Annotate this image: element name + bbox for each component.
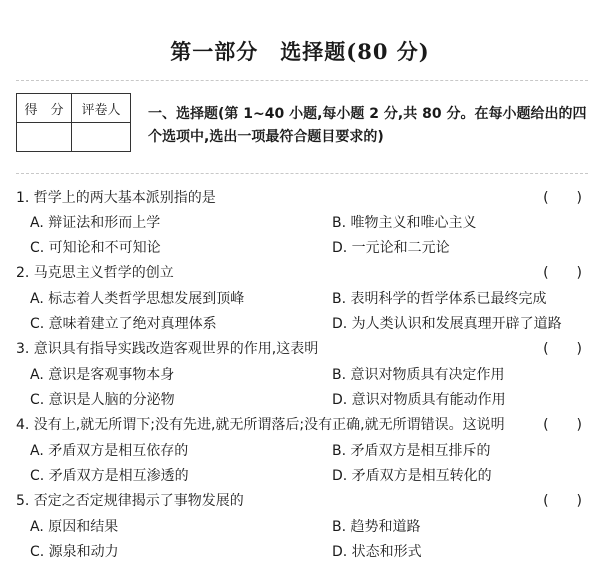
divider-top [16, 80, 588, 81]
option-a[interactable]: A. 矛盾双方是相互依存的 [30, 443, 189, 459]
answer-blank[interactable]: ( ) [543, 265, 582, 281]
question-stem: 3. 意识具有指导实践改造客观世界的作用,这表明 [16, 341, 319, 357]
option-d[interactable]: D. 为人类认识和发展真理开辟了道路 [332, 316, 562, 332]
option-c[interactable]: C. 可知论和不可知论 [30, 240, 161, 256]
option-b[interactable]: B. 意识对物质具有决定作用 [332, 367, 505, 383]
grader-header: 评卷人 [72, 94, 131, 123]
question-stem: 1. 哲学上的两大基本派别指的是 [16, 190, 216, 206]
option-a[interactable]: A. 原因和结果 [30, 519, 119, 535]
section-heading: 一、选择题(第 1~40 小题,每小题 2 分,共 80 分。在每小题给出的四个选项中,选出一项最符合题目要求的) [148, 106, 587, 145]
question-stem: 2. 马克思主义哲学的创立 [16, 265, 174, 281]
option-b[interactable]: B. 表明科学的哲学体系已最终完成 [332, 291, 547, 307]
question-stem: 5. 否定之否定规律揭示了事物发展的 [16, 493, 244, 509]
option-d[interactable]: D. 矛盾双方是相互转化的 [332, 468, 492, 484]
option-a[interactable]: A. 辩证法和形而上学 [30, 215, 161, 231]
option-a[interactable]: A. 意识是客观事物本身 [30, 367, 175, 383]
score-header: 得 分 [17, 94, 72, 123]
answer-blank[interactable]: ( ) [543, 341, 582, 357]
option-c[interactable]: C. 意识是人脑的分泌物 [30, 392, 175, 408]
option-b[interactable]: B. 唯物主义和唯心主义 [332, 215, 477, 231]
option-b[interactable]: B. 趋势和道路 [332, 519, 421, 535]
option-d[interactable]: D. 一元论和二元论 [332, 240, 450, 256]
option-a[interactable]: A. 标志着人类哲学思想发展到顶峰 [30, 291, 245, 307]
divider-mid [16, 173, 588, 174]
option-b[interactable]: B. 矛盾双方是相互排斥的 [332, 443, 491, 459]
page-title: 第一部分 选择题(80 分) [170, 39, 430, 64]
question-stem: 4. 没有上,就无所谓下;没有先进,就无所谓落后;没有正确,就无所谓错误。这说明 [16, 417, 505, 433]
option-d[interactable]: D. 意识对物质具有能动作用 [332, 392, 506, 408]
score-table [16, 93, 131, 152]
answer-blank[interactable]: ( ) [543, 190, 582, 206]
question-1 [16, 186, 588, 211]
question-3 [16, 337, 588, 362]
option-c[interactable]: C. 意味着建立了绝对真理体系 [30, 316, 217, 332]
answer-blank[interactable]: ( ) [543, 493, 582, 509]
option-c[interactable]: C. 矛盾双方是相互渗透的 [30, 468, 189, 484]
question-4 [16, 413, 588, 438]
grader-cell[interactable] [72, 123, 131, 152]
score-cell[interactable] [17, 123, 72, 152]
option-d[interactable]: D. 状态和形式 [332, 544, 422, 560]
answer-blank[interactable]: ( ) [543, 417, 582, 433]
question-2 [16, 261, 588, 286]
option-c[interactable]: C. 源泉和动力 [30, 544, 119, 560]
question-5 [16, 489, 588, 514]
